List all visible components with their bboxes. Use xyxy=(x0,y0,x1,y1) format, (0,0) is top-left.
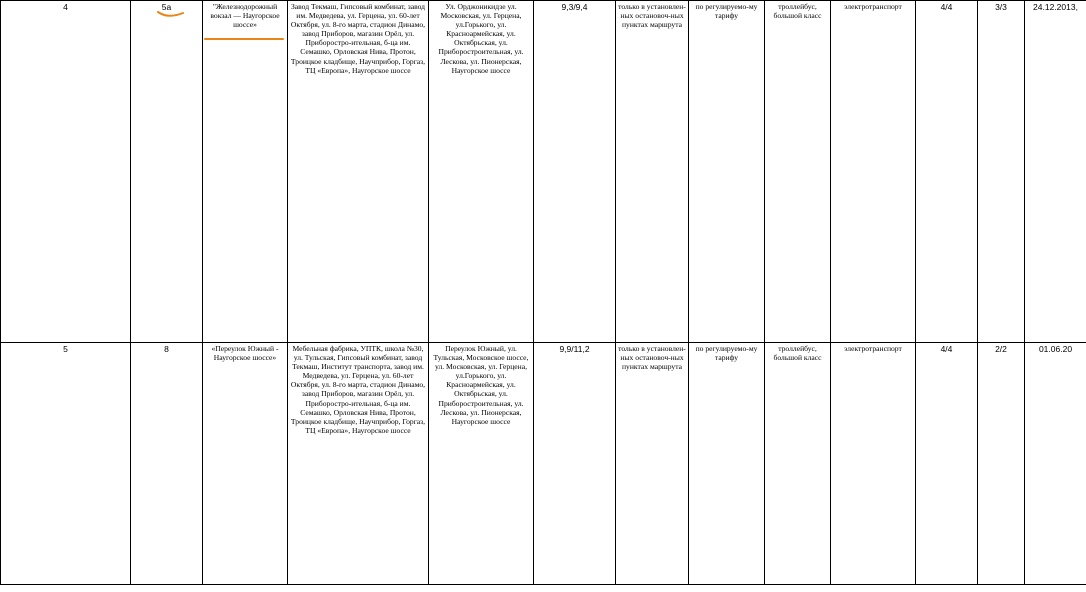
cell-route-number: 5а xyxy=(131,1,203,343)
cell-count-1: 4/4 xyxy=(916,343,978,585)
cell-num: 5 xyxy=(1,343,131,585)
cell-transport-type: электротранспорт xyxy=(831,1,916,343)
cell-length: 9,9/11,2 xyxy=(534,343,616,585)
table-row xyxy=(1,343,1086,585)
cell-count-2: 2/2 xyxy=(978,343,1025,585)
cell-vehicle: троллейбус, большой класс xyxy=(765,1,831,343)
cell-streets: Ул. Орджоникидзе ул. Московская, ул. Герцена, ул.Горького, ул. Красноармейская, ул. Октябрьская, ул. Приборостроительная, ул. Лескова, ул. Пионерская, Наугорское шоссе xyxy=(429,1,534,343)
table-row xyxy=(1,1,1086,343)
cell-streets: Переулок Южный, ул. Тульская, Московское шоссе, ул. Московская, ул. Герцена, ул.Горького, ул. Красноармейская, ул. Октябрьская, ул. Приборостроительная, ул. Лескова, ул. Пионерская, Наугорское шоссе xyxy=(429,343,534,585)
cell-stops: Мебельная фабрика, УПТК, школа №30, ул. Тульская, Гипсовый комбинат, завод Текмаш, Институт транспорта, завод им. Медведева, ул. Герцена, ул. 60-лет Октября, ул. 8-го марта, стадион Динамо, завод Приборов, магазин Орёл, ул. Приборостро-ительная, б-ца им. Семашко, Орловская Нива, Протон, Троицкое кладбище, Научприбор, Горгаз, ТЦ «Европа», Наугорское шоссе xyxy=(288,343,429,585)
cell-tariff: по регулируемо-му тарифу xyxy=(689,343,765,585)
cell-length: 9,3/9,4 xyxy=(534,1,616,343)
cell-stops: Завод Текмаш, Гипсовый комбинат, завод им. Медведева, ул. Герцена, ул. 60-лет Октября, ул. 8-го марта, стадион Динамо, завод Приборов, магазин Орёл, ул. Приборостро-ительная, б-ца им. Семашко, Орловская Нива, Протон, Троицкое кладбище, Научприбор, Горгаз, ТЦ «Европа», Наугорское шоссе xyxy=(288,1,429,343)
cell-date: 01.06.20 xyxy=(1025,343,1086,585)
cell-route-number: 8 xyxy=(131,343,203,585)
cell-transport-type: электротранспорт xyxy=(831,343,916,585)
cell-stop-order: только в установлен-ных остановоч-ных пунктах маршрута xyxy=(616,343,689,585)
cell-stop-order: только в установлен-ных остановоч-ных пунктах маршрута xyxy=(616,1,689,343)
cell-tariff: по регулируемо-му тарифу xyxy=(689,1,765,343)
cell-count-2: 3/3 xyxy=(978,1,1025,343)
cell-count-1: 4/4 xyxy=(916,1,978,343)
cell-route-name: «Переулок Южный - Наугорское шоссе» xyxy=(203,343,288,585)
cell-route-name: "Железнодорожный вокзал — Наугорское шоссе» xyxy=(203,1,288,343)
cell-vehicle: троллейбус, большой класс xyxy=(765,343,831,585)
cell-num: 4 xyxy=(1,1,131,343)
cell-date: 24.12.2013, xyxy=(1025,1,1086,343)
